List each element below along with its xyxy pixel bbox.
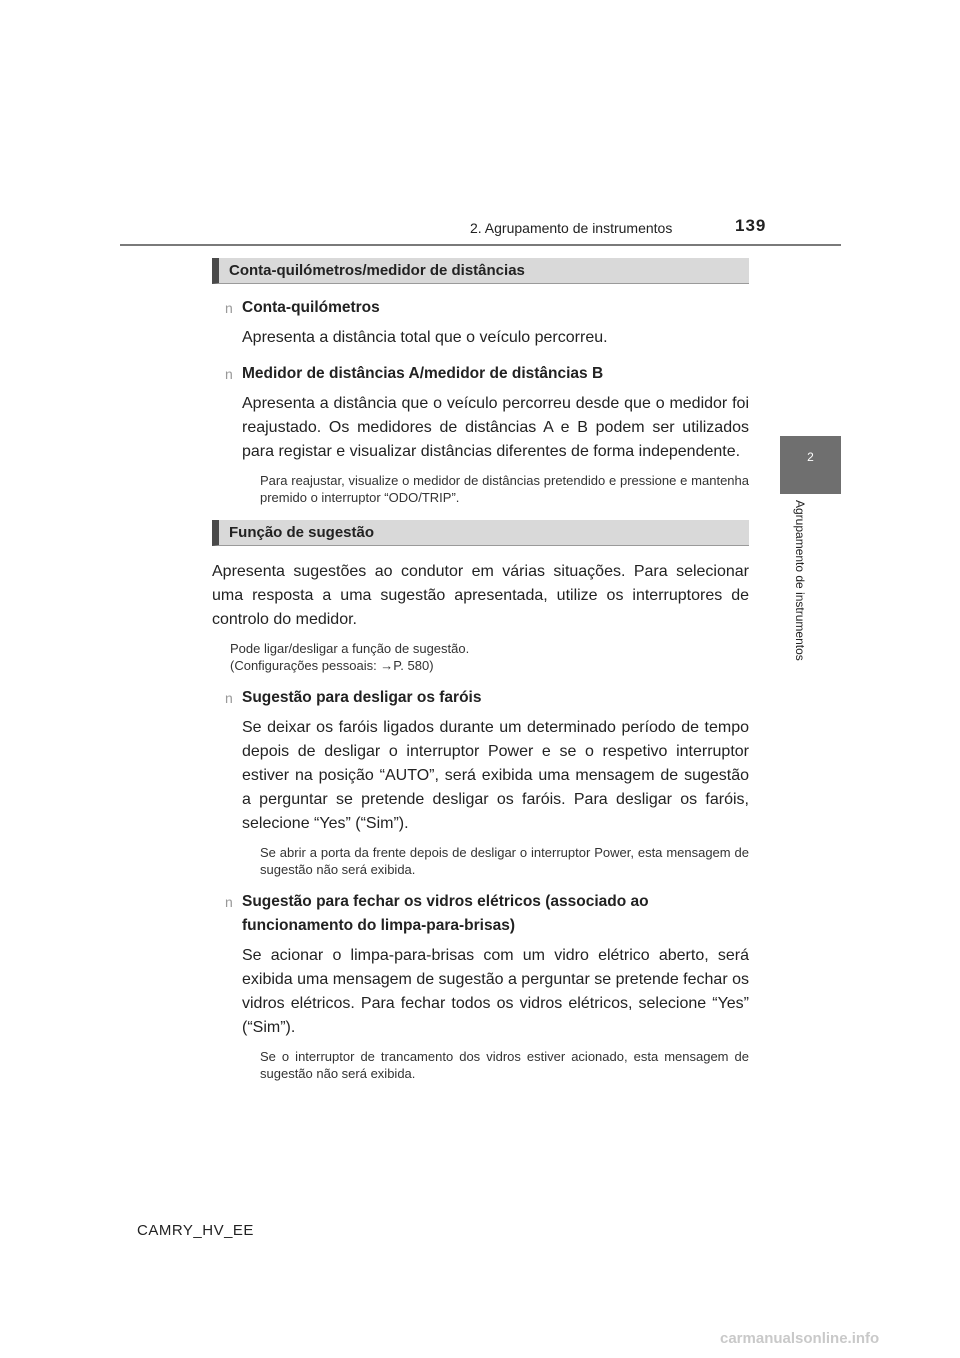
chapter-tab [780, 436, 841, 494]
item-body: Apresenta a distância que o veículo percorreu desde que o medidor foi reajustado. Os medidores de distâncias A e B podem ser utilizados para registar e visualizar distâncias diferentes de forma independente. [242, 395, 749, 460]
item-body: Se acionar o limpa-para-brisas com um vidro elétrico aberto, será exibida uma mensagem de sugestão a perguntar se pretende fechar os vidros elétricos. Para fechar todos os vidros elétricos, selecione “Yes” (“Sim”). [242, 947, 749, 1036]
item-body: Se deixar os faróis ligados durante um determinado período de tempo depois de desligar o interruptor Power e se o respetivo interruptor estiver na posição “AUTO”, será exibida uma mensagem de sugestão a perguntar se pretende desligar os faróis. Para desligar os faróis, selecione “Yes” (“Sim”). [242, 719, 749, 832]
item-window-suggestion [212, 890, 749, 1082]
item-title [212, 362, 749, 386]
item-title [212, 296, 749, 320]
item-title [212, 890, 749, 938]
section-intro: Apresenta sugestões ao condutor em várias situações. Para selecionar uma resposta a uma sugestão apresentada, utilize os interruptores de controlo do medidor. [212, 563, 749, 628]
watermark: carmanualsonline.info [720, 1330, 880, 1347]
item-body: Apresenta a distância total que o veículo percorreu. [242, 329, 608, 346]
document-code: CAMRY_HV_EE [137, 1222, 254, 1239]
note-line: (Configurações pessoais: →P. 580) [230, 658, 434, 673]
item-note: Para reajustar, visualize o medidor de distâncias pretendido e pressione e mantenha premido o interruptor “ODO/TRIP”. [260, 473, 749, 505]
chapter-tab-label: Agrupamento de instrumentos [793, 500, 807, 661]
header-section-title: 2. Agrupamento de instrumentos [470, 220, 673, 236]
note-line: Pode ligar/desligar a função de sugestão. [230, 641, 470, 656]
bullet-icon: n [225, 894, 233, 910]
item-odometer [212, 296, 749, 350]
section-heading-suggestion: Função de sugestão [212, 520, 749, 546]
bullet-icon: n [225, 366, 233, 382]
page-content [212, 258, 749, 1082]
item-note: Se o interruptor de trancamento dos vidros estiver acionado, esta mensagem de sugestão não será exibida. [260, 1049, 749, 1081]
page-number: 139 [735, 216, 767, 235]
item-title-text: Sugestão para fechar os vidros elétricos (associado ao funcionamento do limpa-para-brisas) [242, 893, 649, 934]
bullet-icon: n [225, 690, 233, 706]
item-title-text: Conta-quilómetros [242, 299, 380, 316]
chapter-tab-number: 2 [807, 450, 814, 464]
item-title [212, 686, 749, 710]
item-headlight-suggestion [212, 686, 749, 878]
item-title-text: Sugestão para desligar os faróis [242, 689, 482, 706]
item-trip-meter [212, 362, 749, 506]
header-divider [120, 244, 841, 246]
section-intro-note [212, 640, 749, 674]
item-title-text: Medidor de distâncias A/medidor de distâncias B [242, 365, 604, 382]
item-note: Se abrir a porta da frente depois de desligar o interruptor Power, esta mensagem de sugestão não será exibida. [260, 845, 749, 877]
bullet-icon: n [225, 300, 233, 316]
section-heading-odometer: Conta-quilómetros/medidor de distâncias [212, 258, 749, 284]
